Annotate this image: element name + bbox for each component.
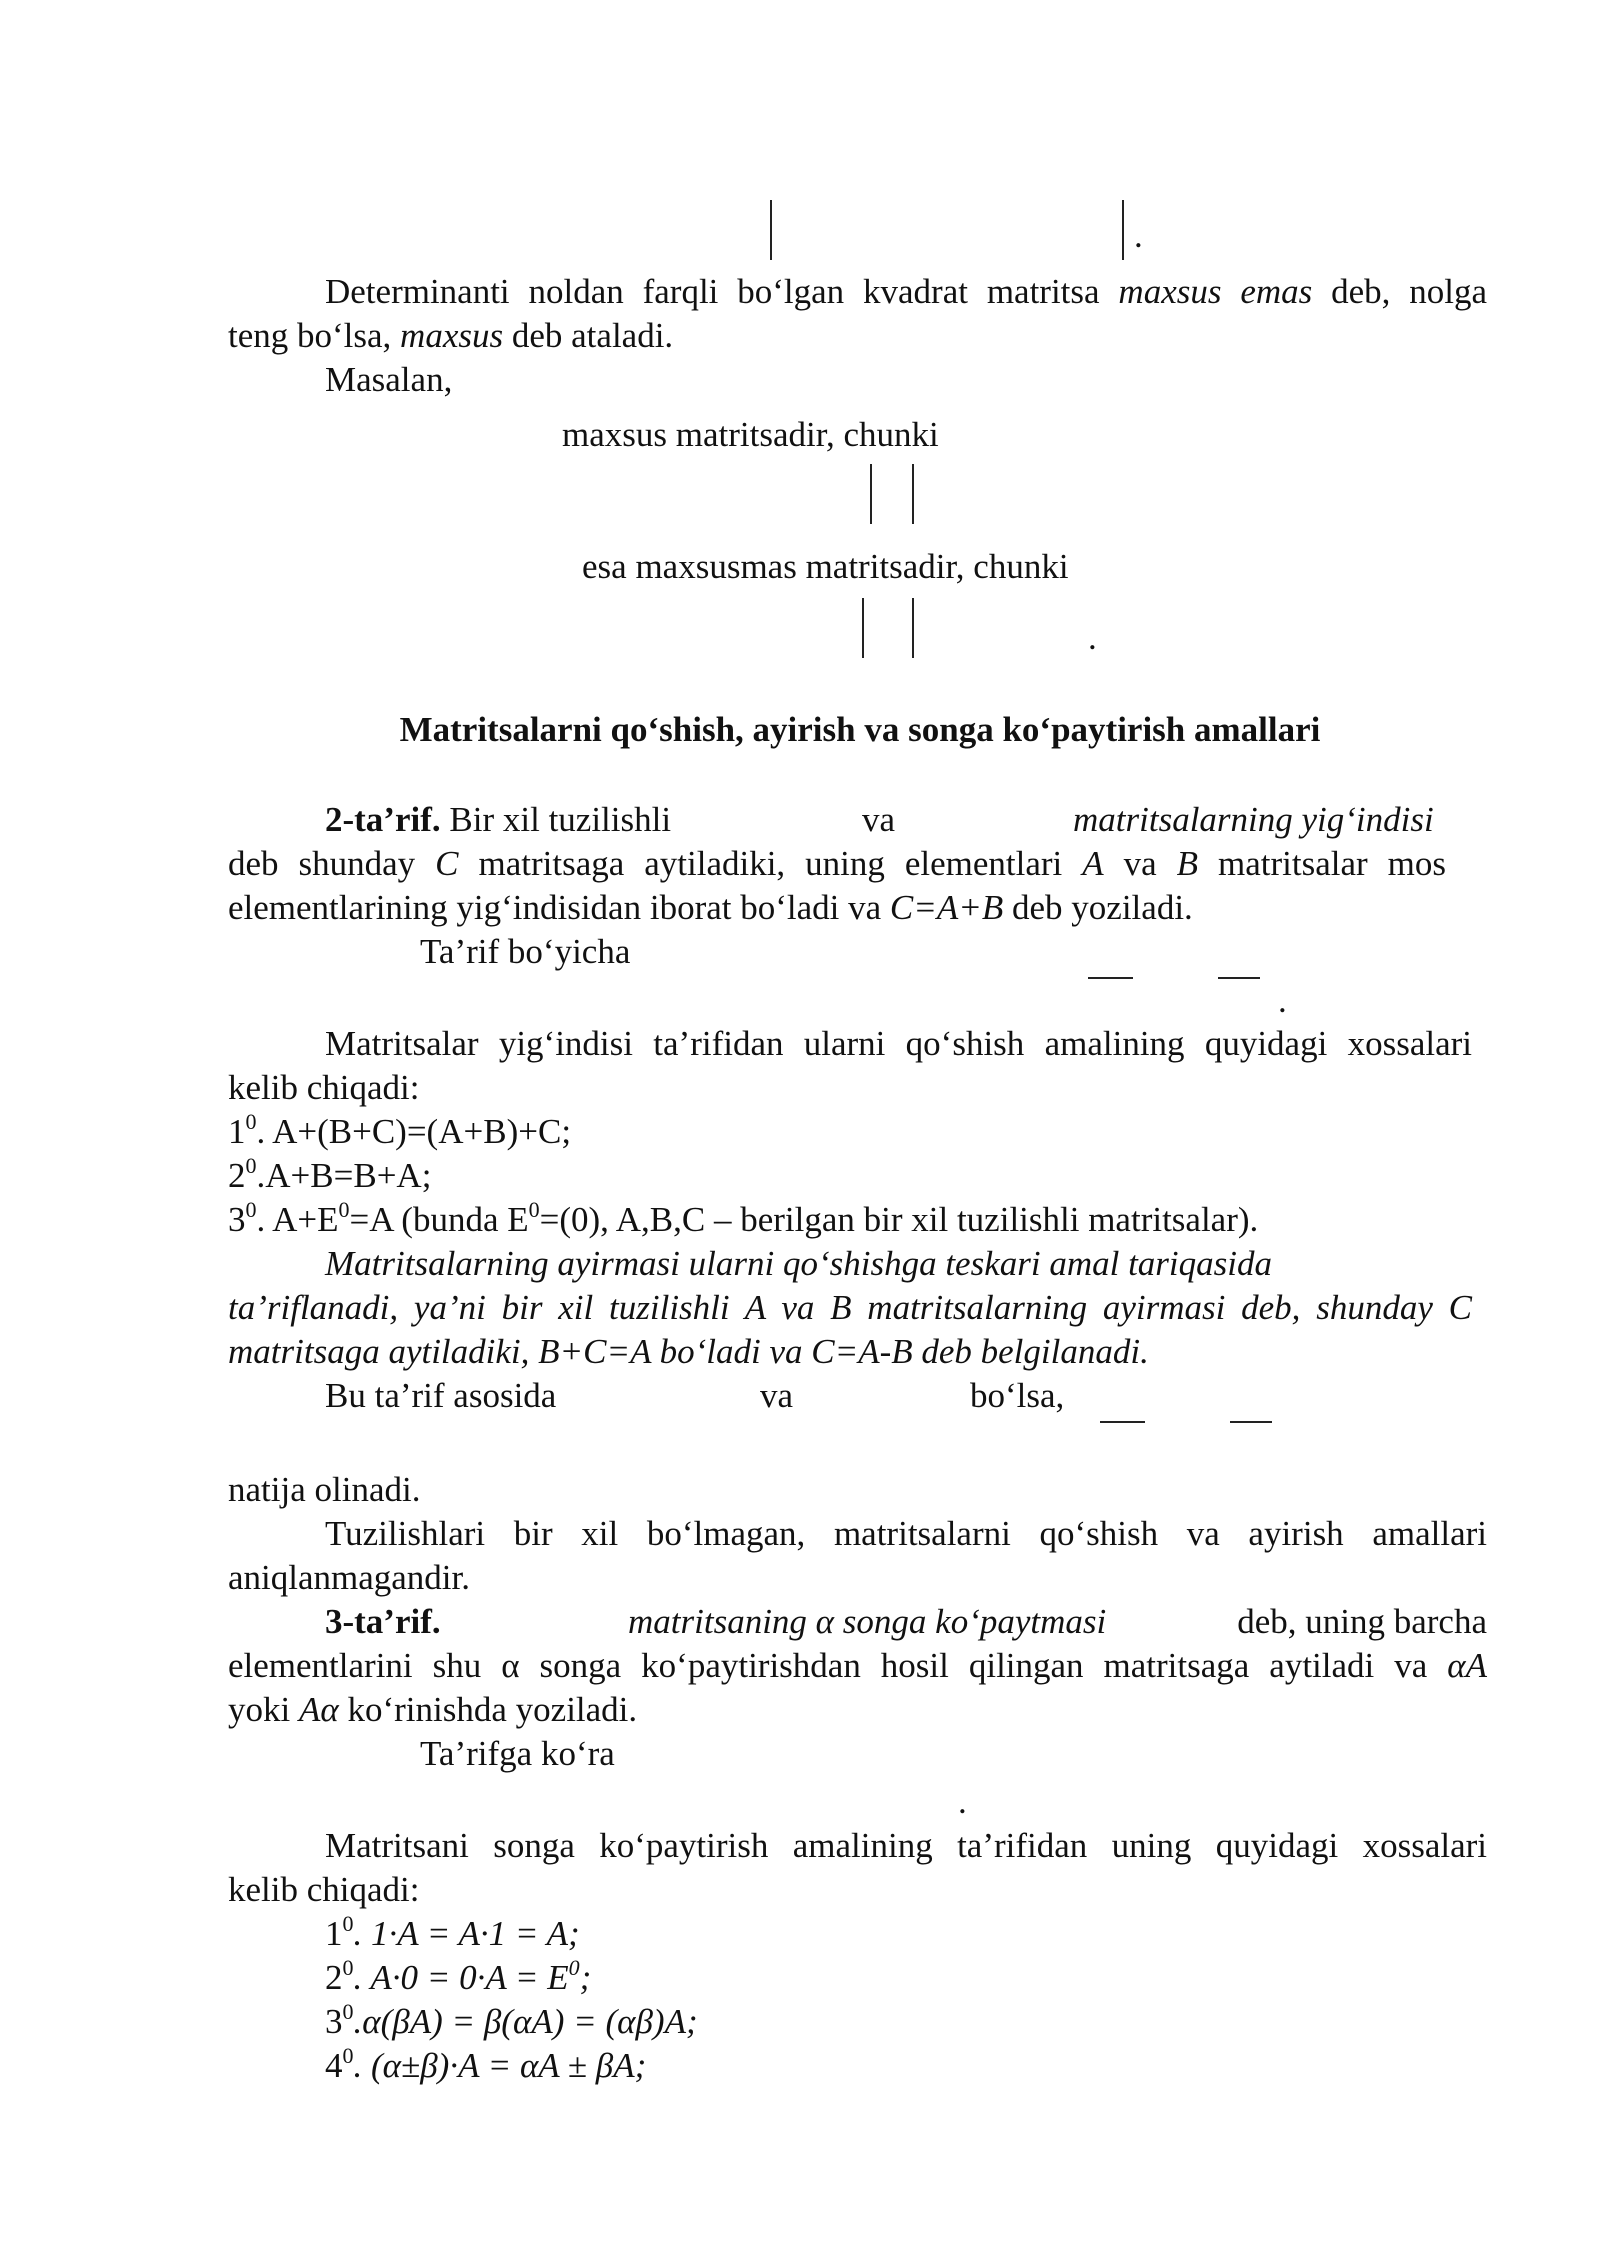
overline-mark [1218,977,1260,979]
definition-text: Ta’rif bo‘yicha [420,932,631,971]
paragraph-text: Bu ta’rif asosida [325,1376,557,1415]
paragraph-line: teng bo‘lsa, maxsus deb ataladi. [228,316,674,355]
formula-dot: . [1278,981,1287,1020]
definition-line: 2-ta’rif. Bir xil tuzilishli [325,800,672,839]
paragraph-word: va [760,1376,794,1415]
property-item: $2^0$. $A\cdot 0 = 0\cdot A = E^0$; [325,1955,592,1997]
section-heading: Matritsalarni qo‘shish, ayirish va songa ko‘paytirish amallari [399,710,1321,749]
formula-dot: . [1134,216,1143,255]
definition-line: matritsaning α songa ko‘paytmasi deb, uning barcha [628,1602,1487,1641]
determinant-bar-right [912,598,914,658]
paragraph-line: aniqlanmagandir. [228,1558,471,1597]
example-text: esa maxsusmas matritsadir, chunki [582,547,1069,586]
property-item: $1^0$. A+(B+C)=(A+B)+C; [228,1109,572,1151]
paragraph-line: Tuzilishlari bir xil bo‘lmagan, matritsalarni qo‘shish va ayirish amallari [325,1514,1487,1553]
example-label: Masalan, [325,360,453,399]
determinant-bar-left [862,598,864,658]
example-text: maxsus matritsadir, chunki [562,415,939,454]
paragraph-line: Matritsani songa ko‘paytirish amalining ta’rifidan uning quyidagi xossalari [325,1826,1487,1865]
paragraph-word: bo‘lsa, [970,1376,1065,1415]
definition-text: Ta’rifga ko‘ra [420,1734,615,1773]
paragraph-line: Determinanti noldan farqli bo‘lgan kvadrat matritsa maxsus emas deb, nolga [325,272,1488,311]
paragraph-line: Matritsalarning ayirmasi ularni qo‘shishga teskari amal tariqasida [325,1244,1272,1283]
definition-line: elementlarining yig‘indisidan iborat bo‘ladi va C=A+B deb yoziladi. [228,888,1193,927]
paragraph-line: kelib chiqadi: [228,1068,420,1107]
property-item: $4^0$. (α±β)·A = αA ± βA; [325,2043,647,2085]
formula-dot: . [1088,618,1097,657]
definition-line: deb shunday C matritsaga aytiladiki, uning elementlari A va B matritsalar mos [228,844,1446,883]
determinant-bar-right [912,464,914,524]
determinant-bar-right [1122,200,1124,260]
property-item: $2^0.A+B=B+A$; [228,1153,432,1195]
paragraph-line: kelib chiqadi: [228,1870,420,1909]
paragraph-line: natija olinadi. [228,1470,421,1509]
definition-word: va [862,800,896,839]
determinant-bar-left [770,200,772,260]
overline-mark [1100,1421,1145,1423]
paragraph-line: ta’riflanadi, ya’ni bir xil tuzilishli A va B matritsalarning ayirmasi deb, shunday C [228,1288,1472,1327]
overline-mark [1230,1421,1272,1423]
definition-line: elementlarini shu α songa ko‘paytirishdan hosil qilingan matritsaga aytiladi va αA [228,1646,1487,1685]
property-item: $3^0$. $A+E^0=A$ (bunda $E^0=(0)$, A,B,C – berilgan bir xil tuzilishli matritsalar). [228,1197,1259,1239]
property-item: $1^0$. 1·A = A·1 = A; [325,1911,580,1953]
paragraph-line: matritsaga aytiladiki, B+C=A bo‘ladi va C=A-B deb belgilanadi. [228,1332,1149,1371]
paragraph-line: Matritsalar yig‘indisi ta’rifidan ularni qo‘shish amalining quyidagi xossalari [325,1024,1472,1063]
property-item: $3^0.\alpha(\beta A) = \beta(\alpha A) = (\alpha\beta)A$; [325,1999,698,2041]
definition-line: yoki Aα ko‘rinishda yoziladi. [228,1690,638,1729]
definition-label: 3-ta’rif. [325,1602,441,1641]
overline-mark [1088,977,1133,979]
definition-term: matritsalarning yig‘indisi [1073,800,1434,839]
formula-dot: . [958,1782,967,1821]
determinant-bar-left [870,464,872,524]
